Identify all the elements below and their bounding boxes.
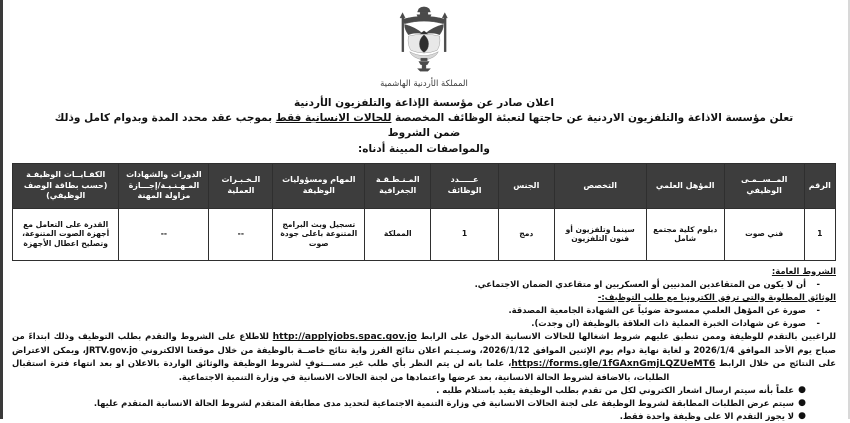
cell-competencies: القدرة على التعامل مع أجهزة الصوت المتنوعة، وتصليح اعطال الأجهزة	[13, 208, 119, 260]
note-text: لا يجوز التقدم الا على وظيفة واحدة فقط.	[619, 410, 794, 421]
heading-line-2-part-a: تعلن مؤسسة الاذاعة والتلفزيون الاردنية عن حاجتها لتعبئة الوظائف المخصصة	[391, 112, 794, 125]
dash-marker: -	[816, 317, 820, 328]
col-header-qualification: المؤهل العلمي	[646, 163, 724, 208]
list-item	[12, 398, 836, 410]
announcement-heading	[12, 96, 836, 157]
cell-gender: دمج	[498, 208, 554, 260]
dash-marker: -	[816, 278, 820, 289]
general-condition-item	[12, 279, 836, 291]
cell-job-title: فني صوت	[724, 208, 804, 260]
required-document-item	[12, 305, 836, 317]
heading-line-2	[12, 111, 836, 141]
heading-line-1: اعلان صادر عن مؤسسة الإذاعة والتلفزيون الأردنية	[294, 97, 554, 109]
cell-experience: --	[209, 208, 273, 260]
general-condition-text: أن لا يكون من المتقاعدين المدنيين أو العسكريين او متقاعدي الضمان الاجتماعي.	[474, 278, 806, 289]
required-document-text: صورة عن المؤهل العلمي ممسوحة ضوئياً عن الشهادة الجامعية المصدقة.	[508, 304, 806, 315]
required-documents-title: الوثائق المطلوبة والتي ترفق الكترونيا مع طلب التوظيف:-	[597, 291, 836, 302]
notes-bullet-list	[12, 385, 836, 422]
cell-number: 1	[804, 208, 835, 260]
jobs-table	[12, 163, 836, 261]
table-header-row	[13, 163, 836, 208]
list-item	[12, 385, 836, 397]
col-header-number: الرقم	[804, 163, 835, 208]
cell-qualification: دبلوم كلية مجتمع شامل	[646, 208, 724, 260]
col-header-region: المـنـطـقـة الجغرافية	[365, 163, 431, 208]
application-instructions-paragraph	[12, 330, 836, 383]
heading-line-2-emphasis: للحالات الانسانية فقط	[275, 112, 392, 125]
conditions-section	[12, 266, 836, 423]
col-header-vacancies: عـــــدد الوظائف	[431, 163, 499, 208]
bullet-icon: ●	[798, 385, 806, 396]
emblem-block	[12, 0, 836, 89]
apply-jobs-link[interactable]: http://applyjobs.spac.gov.jo	[272, 331, 417, 343]
col-header-specialization: التخصص	[554, 163, 646, 208]
cell-vacancies: 1	[431, 208, 499, 260]
note-text: سيتم عرض الطلبات المطابقة لشروط الوظيفة على لجنة الحالات الانسانية في وزارة التنمية الاجتماعية لتحديد مدى مطابقة المتقدم لشروط الحالة الانسانية المتقدم عليها.	[93, 398, 794, 409]
instructions-part-1: للراغبين بالتقدم للوظيفة وممن تنطبق عليهم شروط اشغالها للحالات الانسانية الدخول على الرابط	[416, 331, 836, 342]
dash-marker: -	[816, 304, 820, 315]
cell-courses: --	[119, 208, 209, 260]
table-row	[13, 208, 836, 260]
bullet-icon: ●	[798, 398, 806, 409]
required-document-text: صورة عن شهادات الخبرة العملية ذات العلاقة بالوظيفة (ان وجدت).	[531, 317, 806, 328]
emblem-caption: المملكة الأردنية الهاشمية	[380, 79, 468, 89]
col-header-job-title: المــســمـى الوظيفي	[724, 163, 804, 208]
note-text: علماً بأنه سيتم ارسال اشعار الكتروني لكل من تقدم بطلب الوظيفة يفيد باستلام طلبه .	[436, 385, 794, 396]
cell-duties: تسجيل وبث البرامج المتنوعة باعلى جودة صوت	[273, 208, 365, 260]
col-header-gender: الجنس	[498, 163, 554, 208]
instructions-part-3: ، علما بانه لن يتم النظر بأي طلب غير مســـتوفٍ لشروط الوظيفة والوثائق الواردة بالاعلان او بعد انتهاء فترة استقبال الطلبات، بالاضافة لشروط الحالة الانسانية، بعد عرضها واعتمادها من لجنة الحالات الانسانية في وزارة التنمية الاجتماعية.	[12, 357, 670, 382]
col-header-duties: المهام ومسؤوليات الوظيفة	[273, 163, 365, 208]
heading-line-2-part-b: بموجب عقد محدد المدة وبدوام كامل وذلك ضمن الشروط	[54, 112, 461, 140]
instructions-part-2: للاطلاع على الشروط والتقدم بطلب التوظيف وذلك ابتداءً من صباح يوم الأحد الموافق 2026/1/4 و لغاية نهاية دوام يوم الإثنين الموافق 2026/1/12، وسـيـتم اعلان نتائج الفرز واية نتائج خاصــة بالوظيفة من خلال موقعنا الالكتروني JRTV.gov.jo، ويمكن الاعتراض على النتائج من خلال الرابط	[12, 331, 836, 368]
cell-specialization: سينما وتلفزيون أو فنون التلفزيون	[554, 208, 646, 260]
col-header-experience: الـخـبـرات العملية	[209, 163, 273, 208]
col-header-competencies: الكفـايــات الوظيفـة (حسب بطاقة الوصف الوظيفي)	[13, 163, 119, 208]
required-document-item	[12, 318, 836, 330]
jordan-coat-of-arms-icon	[385, 6, 463, 74]
general-conditions-title: الشروط العامة:	[771, 265, 836, 276]
list-item	[12, 411, 836, 423]
heading-line-3: والمواصفات المبينة أدناه:	[358, 142, 490, 155]
objection-form-link[interactable]: https://forms.gle/1fGAxnGmjLQZUeMT6	[511, 357, 716, 369]
cell-region: المملكة	[365, 208, 431, 260]
bullet-icon: ●	[798, 410, 806, 421]
col-header-courses: الدورات والشهادات المـهـنـيـة/إجـــازة مزاولة المهنة	[119, 163, 209, 208]
